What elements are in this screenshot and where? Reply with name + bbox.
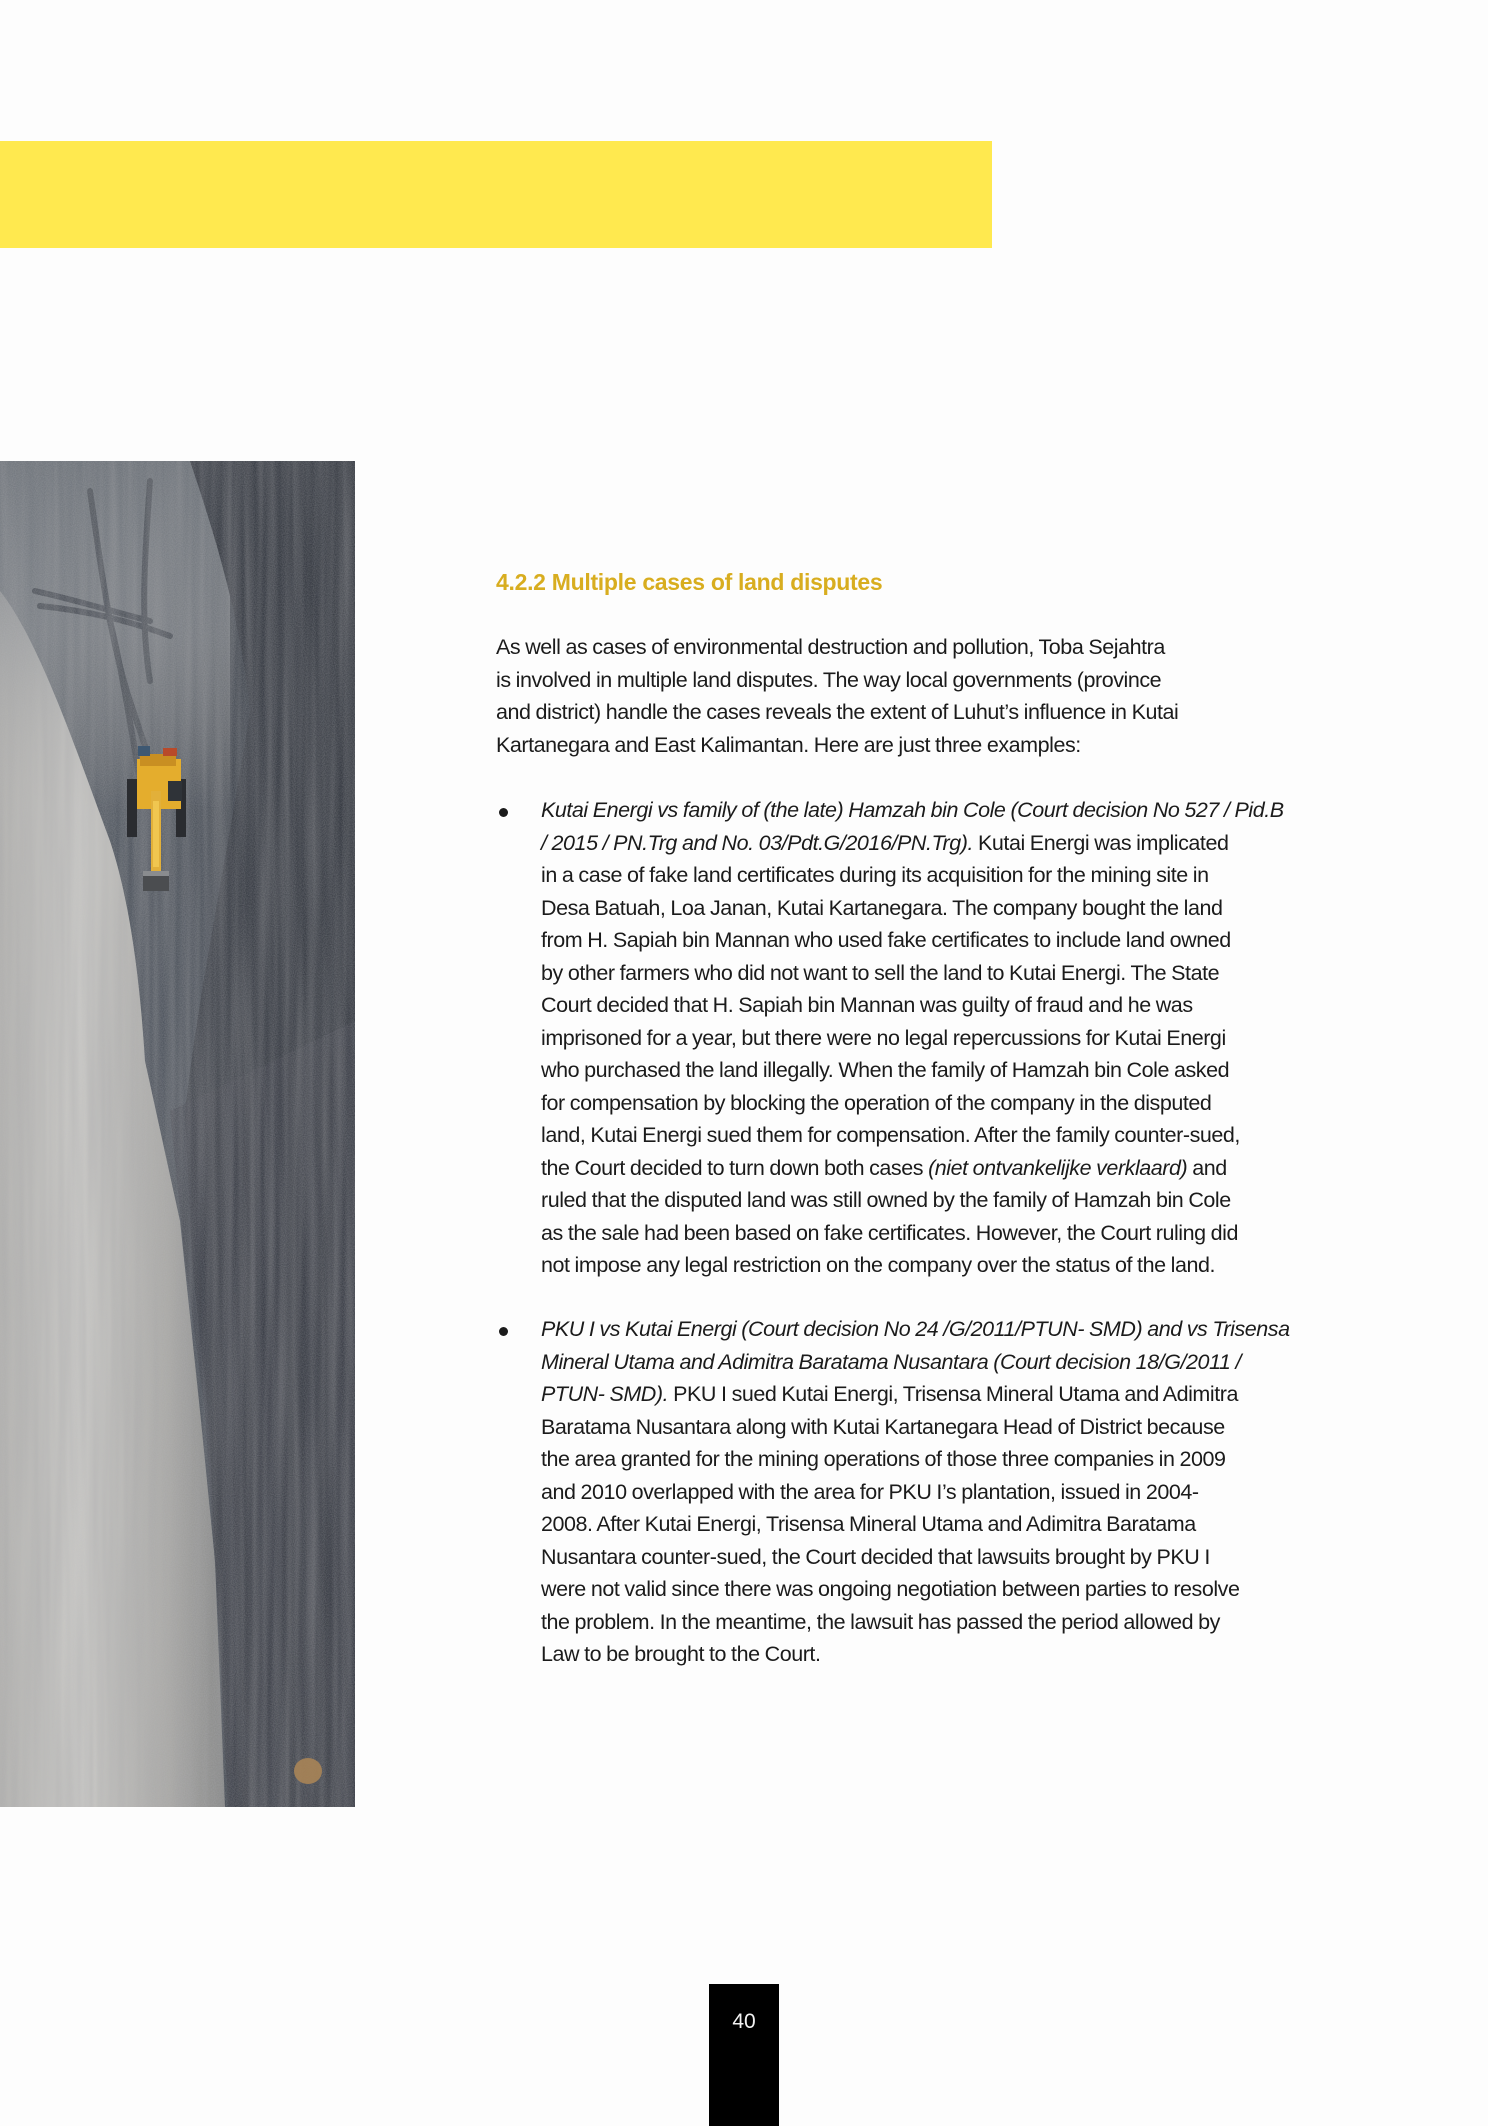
bullet-line xyxy=(541,1119,1284,1152)
bullet-line xyxy=(541,1087,1284,1120)
page-number-block xyxy=(709,1984,779,2126)
bullet-line xyxy=(541,1411,1290,1444)
bullet-line xyxy=(541,1573,1290,1606)
bullet-line xyxy=(541,957,1284,990)
text-segment: as the sale had been based on fake certificates. However, the Court ruling did xyxy=(541,1220,1239,1245)
bullet-icon xyxy=(499,1327,508,1336)
text-segment: PKU I sued Kutai Energi, Trisensa Mineral Utama and Adimitra xyxy=(668,1382,1238,1406)
intro-paragraph xyxy=(496,631,1178,761)
bullet-icon xyxy=(499,808,508,817)
bullet-line xyxy=(541,1346,1290,1379)
text-segment: Baratama Nusantara along with Kutai Kartanegara Head of District because xyxy=(541,1414,1225,1439)
bullet-line xyxy=(541,1152,1284,1185)
text-segment: for compensation by blocking the operation of the company in the disputed xyxy=(541,1090,1212,1115)
section-heading: 4.2.2 Multiple cases of land disputes xyxy=(496,569,883,595)
bullet-line xyxy=(541,1508,1290,1541)
italic-segment: (niet ontvankelijke verklaard) xyxy=(928,1155,1188,1180)
text-segment: Law to be brought to the Court. xyxy=(541,1642,821,1666)
bullet-line xyxy=(541,859,1284,892)
text-segment: the area granted for the mining operations of those three companies in 2009 xyxy=(541,1447,1226,1471)
bullet-line xyxy=(541,827,1284,860)
italic-segment: PKU I vs Kutai Energi (Court decision No 24 /G/2011/PTUN- SMD) and vs Trisensa xyxy=(541,1317,1290,1341)
text-segment: Nusantara counter-sued, the Court decided that lawsuits brought by PKU I xyxy=(541,1544,1210,1569)
bullet-line xyxy=(541,892,1284,925)
text-segment: the Court decided to turn down both cases xyxy=(541,1155,929,1180)
text-segment: and 2010 overlapped with the area for PKU I’s plantation, issued in 2004- xyxy=(541,1479,1199,1504)
bullet-line xyxy=(541,1378,1290,1411)
bullet-line xyxy=(541,924,1284,957)
text-segment: Kutai Energi was implicated xyxy=(973,830,1229,855)
bullet-line xyxy=(541,1022,1284,1055)
page-number: 40 xyxy=(732,2010,756,2033)
text-segment: Court decided that H. Sapiah bin Mannan was guilty of fraud and he was xyxy=(541,993,1193,1017)
text-segment: from H. Sapiah bin Mannan who used fake certificates to include land owned xyxy=(541,928,1231,952)
text-segment: who purchased the land illegally. When the family of Hamzah bin Cole asked xyxy=(541,1058,1230,1082)
bullet-line xyxy=(541,794,1284,827)
bullet-line xyxy=(541,1249,1284,1282)
intro-line: Kartanegara and East Kalimantan. Here are just three examples: xyxy=(496,732,1081,757)
bullet-line xyxy=(541,1541,1290,1574)
text-segment: in a case of fake land certificates during its acquisition for the mining site in xyxy=(541,863,1209,887)
text-segment: land, Kutai Energi sued them for compensation. After the family counter-sued, xyxy=(541,1123,1240,1147)
text-segment: not impose any legal restriction on the company over the status of the land. xyxy=(541,1253,1215,1277)
bullet-line xyxy=(541,1443,1290,1476)
italic-segment: PTUN- SMD). xyxy=(541,1382,669,1406)
italic-segment: / 2015 / PN.Trg and No. 03/Pdt.G/2016/PN.Trg). xyxy=(541,830,973,855)
text-segment: 2008. After Kutai Energi, Trisensa Mineral Utama and Adimitra Baratama xyxy=(541,1512,1196,1536)
bullet-line xyxy=(541,989,1284,1022)
text-segment: were not valid since there was ongoing negotiation between parties to resolve xyxy=(541,1577,1240,1601)
bullet-line xyxy=(541,1217,1284,1250)
italic-segment: Mineral Utama and Adimitra Baratama Nusantara (Court decision 18/G/2011 / xyxy=(541,1349,1241,1374)
bullet-line xyxy=(541,1638,1290,1671)
bullet-line xyxy=(541,1606,1290,1639)
intro-line: As well as cases of environmental destruction and pollution, Toba Sejahtra xyxy=(496,635,1165,659)
bullet-line xyxy=(541,1184,1284,1217)
italic-segment: Kutai Energi vs family of (the late) Hamzah bin Cole (Court decision No 527 / Pid.B xyxy=(541,798,1284,822)
intro-line: and district) handle the cases reveals the extent of Luhut’s influence in Kutai xyxy=(496,700,1179,724)
header-accent-band xyxy=(0,141,992,248)
text-segment: imprisoned for a year, but there were no legal repercussions for Kutai Energi xyxy=(541,1025,1226,1050)
bullet-line xyxy=(541,1313,1290,1346)
bullet-line xyxy=(541,1054,1284,1087)
text-segment: by other farmers who did not want to sell the land to Kutai Energi. The State xyxy=(541,960,1220,985)
text-segment: ruled that the disputed land was still owned by the family of Hamzah bin Cole xyxy=(541,1188,1231,1212)
text-segment: and xyxy=(1187,1155,1227,1180)
mine-aerial-photo xyxy=(0,461,355,1807)
text-segment: Desa Batuah, Loa Janan, Kutai Kartanegara. The company bought the land xyxy=(541,895,1223,920)
text-segment: the problem. In the meantime, the lawsuit has passed the period allowed by xyxy=(541,1609,1220,1634)
case-list-item-kutai-energi xyxy=(541,794,1284,1282)
bullet-line xyxy=(541,1476,1290,1509)
intro-line: is involved in multiple land disputes. The way local governments (province xyxy=(496,667,1162,692)
excavator-mine-image xyxy=(0,461,355,1807)
case-list-item-pku-i xyxy=(541,1313,1290,1671)
